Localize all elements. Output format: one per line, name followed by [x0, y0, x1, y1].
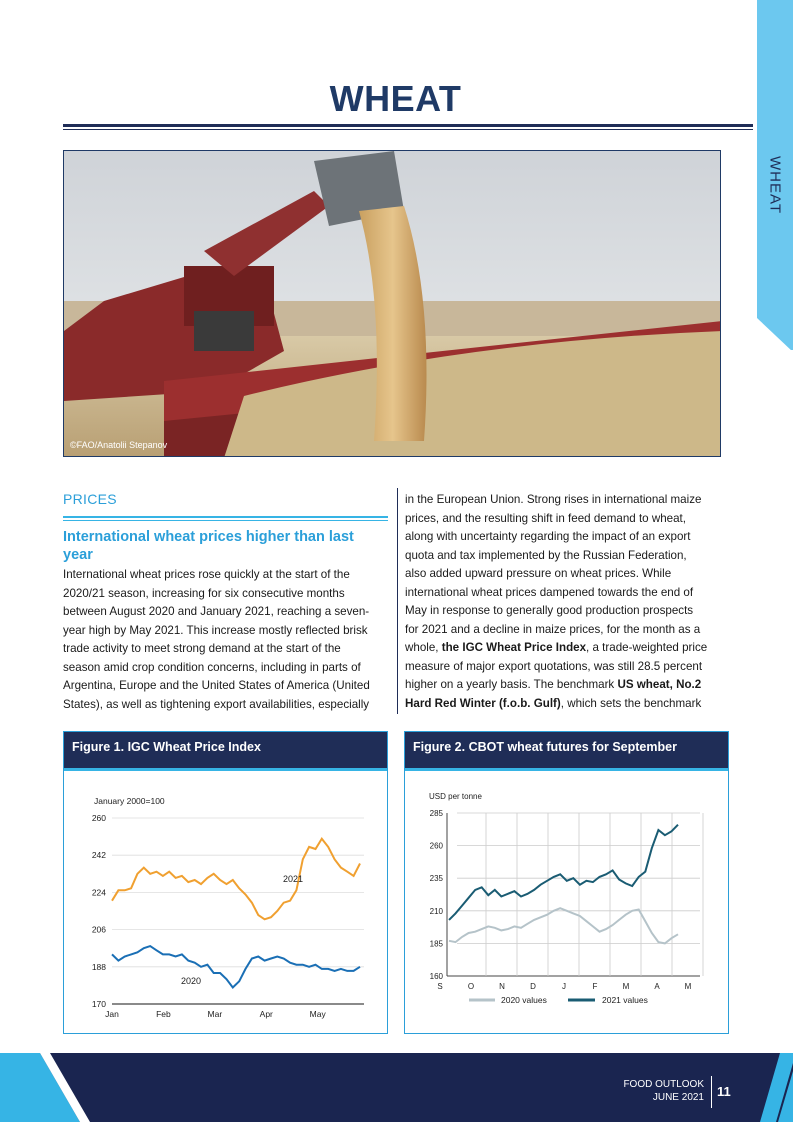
figure-1-title: Figure 1. IGC Wheat Price Index — [64, 732, 387, 768]
x-tick-label: Apr — [259, 1009, 273, 1019]
col2-line: along with uncertainty regarding the impact of an export — [405, 530, 691, 543]
harvest-photo — [63, 150, 721, 457]
figure-2-chart — [405, 771, 728, 1033]
x-tick-label: M — [684, 982, 692, 991]
col2-line — [405, 639, 728, 658]
x-tick-label: A — [654, 982, 660, 991]
col1-line: 2020/21 season, increasing for six consecutive months — [63, 586, 345, 600]
col2-line: May in response to generally good production prospects — [405, 604, 694, 617]
x-tick-label: N — [499, 982, 505, 991]
y-tick-label: 188 — [91, 961, 106, 972]
y-tick-label: 210 — [429, 906, 443, 916]
text-run: , which sets the benchmark — [560, 696, 702, 710]
col1-line: International wheat prices rose quickly at the start of the — [63, 568, 350, 581]
us-wheat-term: US wheat, No.2 — [617, 678, 702, 691]
section-heading: PRICES — [63, 491, 117, 507]
series-line — [449, 908, 678, 943]
figure-2 — [404, 731, 729, 1034]
col1-line: States), as well as tightening export availabilities, especially — [63, 697, 370, 711]
x-tick-label: Feb — [156, 1009, 171, 1019]
col2-line: in the European Union. Strong rises in international maize — [405, 493, 702, 506]
x-tick-label: O — [467, 982, 475, 991]
text-run: , a trade-weighted price — [586, 641, 708, 654]
side-tab-label: WHEAT — [766, 155, 784, 215]
y-tick-label: 285 — [429, 809, 443, 818]
x-tick-label: Jan — [105, 1009, 119, 1019]
y-tick-label: 242 — [91, 850, 106, 861]
figure-1 — [63, 731, 388, 1034]
title-rule — [63, 124, 753, 127]
footer-publication: FOOD OUTLOOK — [623, 1079, 704, 1090]
page-number: 11 — [717, 1084, 731, 1099]
y-tick-label: 260 — [91, 813, 106, 823]
text-run: higher on a yearly basis. The benchmark — [405, 678, 618, 691]
section-rule-thin — [63, 520, 388, 521]
y-tick-label: 170 — [91, 999, 106, 1009]
photo-credit: ©FAO/Anatolii Stepanov — [70, 440, 168, 450]
section-rule — [63, 516, 388, 518]
legend-label-2020: 2020 values — [501, 995, 547, 1005]
col1-line: year high by May 2021. This increase mostly reflected brisk — [63, 623, 368, 637]
page-title: WHEAT — [329, 78, 462, 119]
y-axis-label: January 2000=100 — [94, 796, 165, 806]
x-tick-label: F — [592, 982, 598, 991]
col1-line: trade activity to meet strong demand at the start of the — [63, 642, 341, 655]
col2-line — [405, 676, 728, 695]
col1-line: season amid crop condition concerns, including in parts of — [63, 660, 361, 674]
subheading: International wheat prices higher than last year — [63, 529, 354, 563]
body-column-1 — [63, 566, 388, 714]
x-tick-label: M — [622, 982, 630, 991]
y-tick-label: 260 — [429, 841, 443, 851]
column-divider — [397, 488, 398, 714]
series-label-2021: 2021 — [282, 874, 304, 884]
x-tick-label: D — [530, 982, 536, 991]
col2-line: international wheat prices dampened towards the end of — [405, 585, 694, 599]
footer-date: JUNE 2021 — [652, 1092, 704, 1103]
x-tick-label: Mar — [207, 1009, 223, 1019]
col2-line: for 2021 and a decline in maize prices, for the month as a — [405, 622, 701, 636]
figure-1-chart — [64, 771, 387, 1033]
text-run: whole, — [405, 641, 442, 654]
hrw-term: Hard Red Winter (f.o.b. Gulf) — [405, 696, 561, 710]
y-tick-label: 206 — [91, 924, 106, 935]
body-column-2 — [405, 491, 728, 713]
x-tick-label: J — [562, 982, 566, 991]
y-tick-label: 185 — [429, 939, 443, 949]
col1-line: between August 2020 and January 2021, reaching a seven- — [63, 605, 370, 618]
y-tick-label: 160 — [429, 972, 443, 981]
igc-index-term: the IGC Wheat Price Index — [441, 641, 587, 654]
footer-divider — [711, 1076, 712, 1108]
series-line-2021 — [112, 839, 360, 920]
col2-line: also added upward pressure on wheat prices. While — [405, 567, 672, 580]
col2-line — [405, 695, 728, 714]
col2-line: measure of major export quotations, was still 28.5 percent — [405, 659, 703, 673]
legend-label-2021: 2021 values — [602, 995, 648, 1005]
col2-line: prices, and the resulting shift in feed demand to wheat, — [405, 511, 686, 525]
col2-line: quota and tax implemented by the Russian Federation, — [405, 548, 687, 562]
x-tick-label: S — [437, 982, 443, 991]
y-axis-label: USD per tonne — [429, 792, 482, 801]
y-tick-label: 235 — [429, 874, 443, 884]
series-label-2020: 2020 — [180, 976, 202, 986]
y-tick-label: 224 — [91, 887, 106, 898]
series-line — [449, 825, 678, 920]
title-rule-thin — [63, 129, 753, 130]
col1-line: Argentina, Europe and the United States of America (United — [63, 679, 370, 692]
figure-2-title: Figure 2. CBOT wheat futures for September — [405, 732, 728, 768]
x-tick-label: May — [309, 1009, 326, 1019]
